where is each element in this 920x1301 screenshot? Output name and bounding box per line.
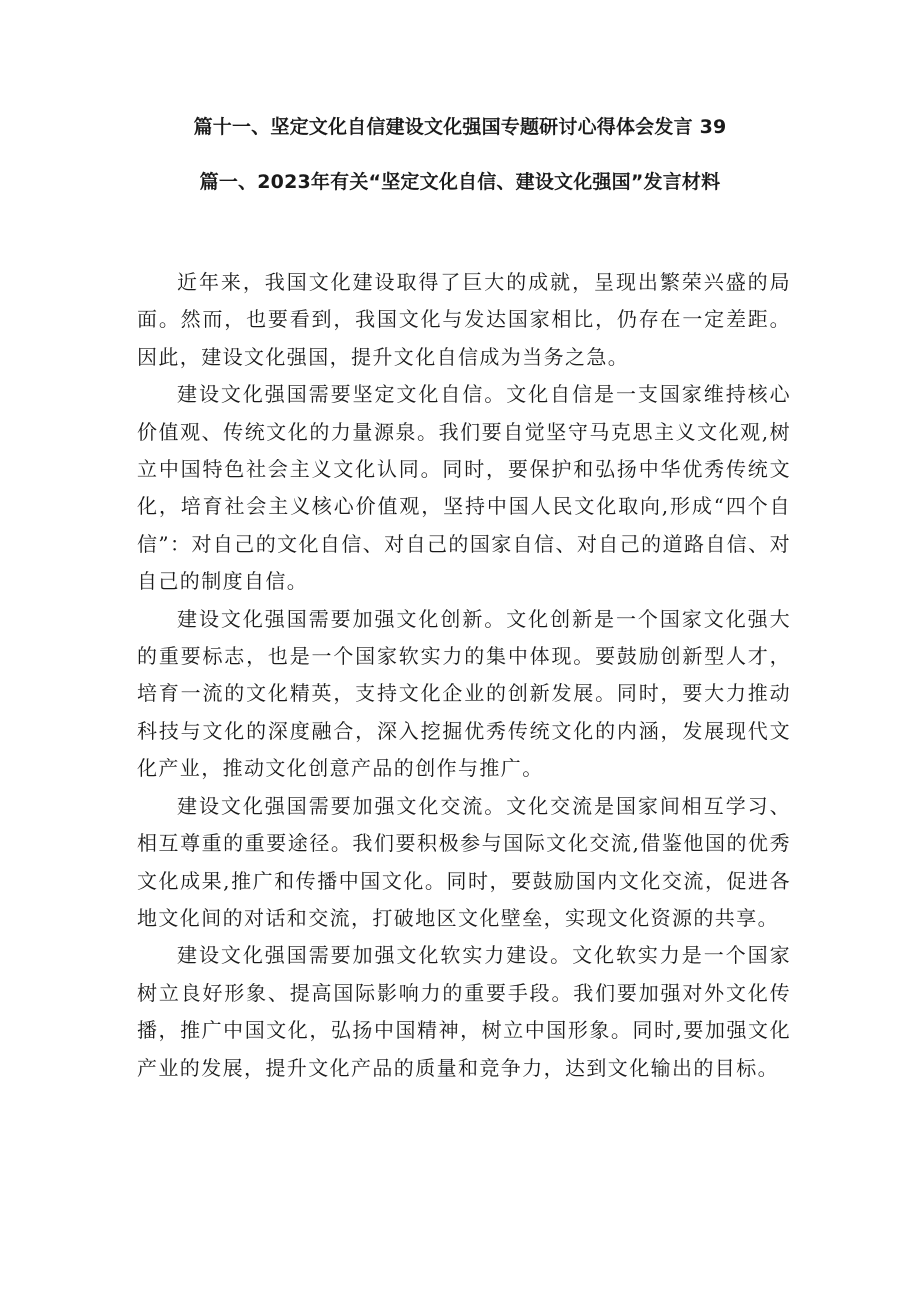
paragraph-cultural-confidence: 建设文化强国需要坚定文化自信。文化自信是一支国家维持核心价值观、传统文化的力量源泉。我们要自觉坚守马克思主义文化观,树立中国特色社会主义文化认同。同时，要保护和弘扬中华优秀传统文化，培育社会主义核心价值观，坚持中国人民文化取向,形成“四个自信”：对自己的文化自信、对自己的国家自信、对自己的道路自信、对自己的制度自信。 bbox=[137, 382, 791, 594]
paragraph-cultural-innovation: 建设文化强国需要加强文化创新。文化创新是一个国家文化强大的重要标志，也是一个国家软实力的集中体现。要鼓励创新型人才，培育一流的文化精英，支持文化企业的创新发展。同时，要大力推动科技与文化的深度融合，深入挖掘优秀传统文化的内涵，发展现代文化产业，推动文化创意产品的创作与推广。 bbox=[137, 606, 791, 781]
article-body bbox=[137, 264, 791, 1087]
paragraph-intro: 近年来，我国文化建设取得了巨大的成就，呈现出繁荣兴盛的局面。然而，也要看到，我国文化与发达国家相比，仍存在一定差距。因此，建设文化强国，提升文化自信成为当务之急。 bbox=[137, 270, 791, 369]
section-heading: 篇一、2023年有关“坚定文化自信、建设文化强国”发言材料 bbox=[199, 171, 721, 193]
paragraph-cultural-exchange: 建设文化强国需要加强文化交流。文化交流是国家间相互学习、相互尊重的重要途径。我们要积极参与国际文化交流,借鉴他国的优秀文化成果,推广和传播中国文化。同时，要鼓励国内文化交流，促进各地文化间的对话和交流，打破地区文化壁垒，实现文化资源的共享。 bbox=[137, 793, 791, 930]
paragraph-soft-power: 建设文化强国需要加强文化软实力建设。文化软实力是一个国家树立良好形象、提高国际影响力的重要手段。我们要加强对外文化传播，推广中国文化，弘扬中国精神，树立中国形象。同时,要加强文化产业的发展，提升文化产品的质量和竞争力，达到文化输出的目标。 bbox=[137, 943, 791, 1080]
toc-entry-chapter-11: 篇十一、坚定文化自信建设文化强国专题研讨心得体会发言 39 bbox=[193, 116, 727, 138]
